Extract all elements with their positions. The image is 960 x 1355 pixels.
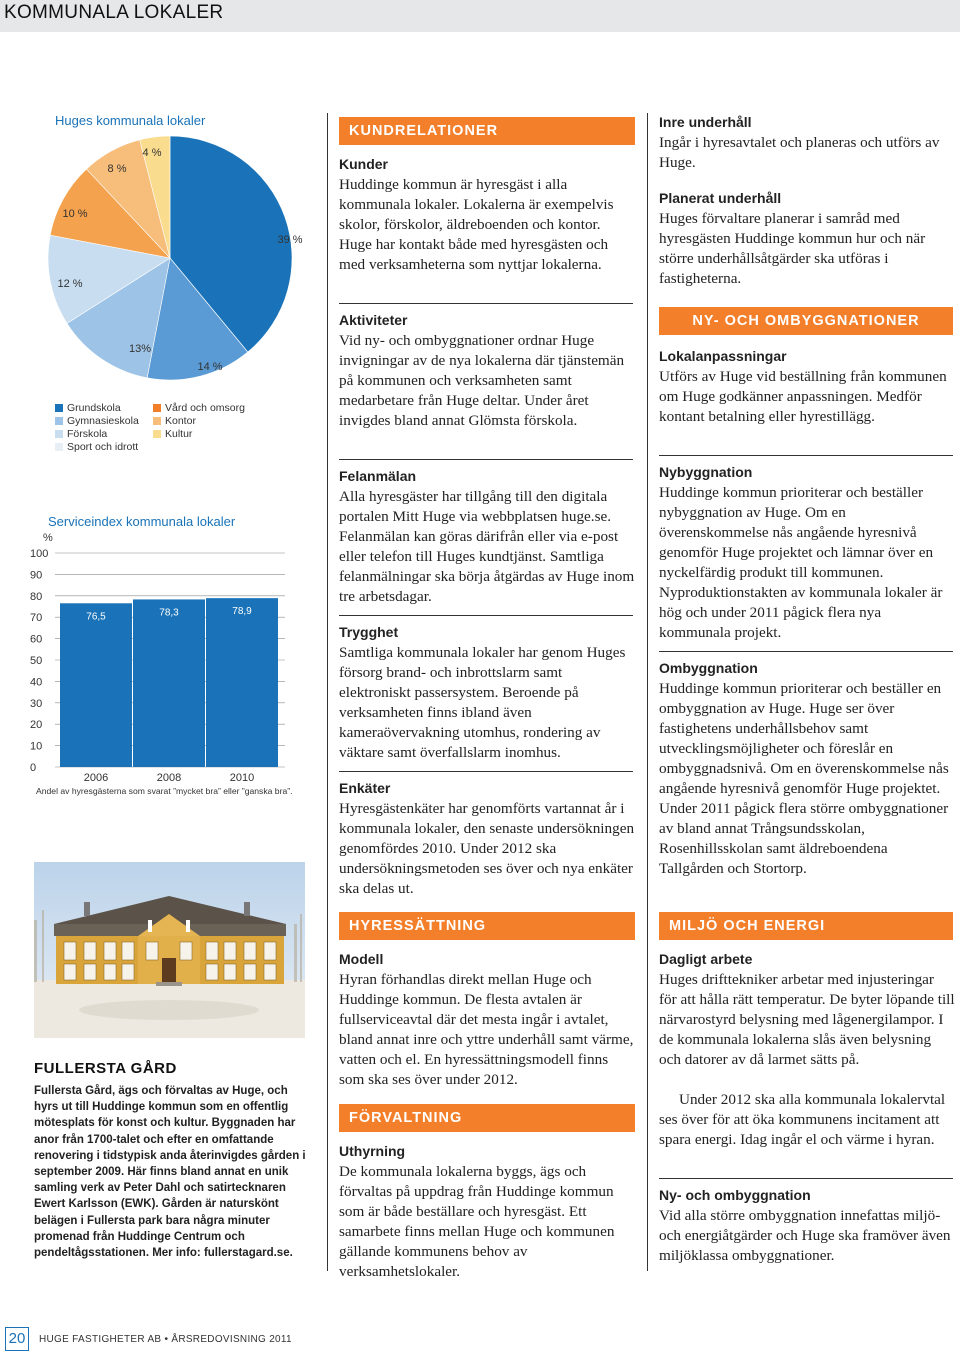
legend-item (55, 415, 139, 427)
section-rule (339, 771, 633, 772)
legend-swatch (153, 404, 161, 412)
pie-chart (30, 140, 310, 400)
section-rule (659, 651, 953, 652)
subheading-planerat-underhall: Planerat underhåll (659, 190, 782, 206)
subheading-kunder: Kunder (339, 156, 388, 172)
legend-swatch (55, 430, 63, 438)
legend-item (153, 402, 245, 414)
paragraph-ny-och-ombyggnation: Vid alla större ombyggnation innefattas miljö- och energiåtgärder och Huge ska framöver även miljöklassa ombyggnationer. (659, 1207, 951, 1264)
pie-slice-label: 10 % (62, 208, 88, 220)
bar (60, 603, 132, 767)
section-header-ny-och-ombyggnationer: NY- OCH OMBYGGNATIONER (659, 307, 953, 335)
photo-caption-heading: FULLERSTA GÅRD (34, 1060, 177, 1077)
y-tick-label: 40 (30, 676, 43, 689)
paragraph-uthyrning: De kommunala lokalerna byggs, ägs och förvaltas på uppdrag från Huddinge kommun som är både beställare och hyresgäst. Ett samarbete finns mellan Huge och kommunen gällande kommunens behov av verksamhetslokaler. (339, 1163, 615, 1280)
pie-slice-label: 12 % (57, 278, 83, 290)
pie-slice-label: 8 % (107, 163, 127, 175)
x-tick-label: 2008 (156, 772, 182, 784)
y-tick-label: 100 (30, 548, 49, 560)
y-tick-label: 10 (30, 740, 43, 753)
legend-label: Sport och idrott (67, 441, 139, 453)
pie-slice-label: 14 % (197, 361, 223, 373)
top-banner (0, 0, 960, 32)
bar (206, 598, 278, 767)
section-rule (339, 459, 633, 460)
legend-label: Gymnasieskola (67, 415, 139, 427)
section-rule (339, 303, 633, 304)
legend-swatch (55, 443, 63, 451)
subheading-inre-underhall: Inre underhåll (659, 114, 752, 130)
y-tick-label: 50 (30, 655, 43, 667)
section-header-miljo-och-energi: MILJÖ OCH ENERGI (659, 912, 953, 940)
subheading-enkater: Enkäter (339, 780, 391, 796)
y-axis-label: % (43, 532, 53, 544)
paragraph-ombyggnation: Huddinge kommun prioriterar och beställer en ombyggnation av Huge. Huge ser över fastighetens underhållsbehov samt utvecklingsmöjligheter och föreslår en ombyggnadsnivå. Om en överenskommelse nås angående hyresnivå genomför Huge projektet. Under 2011 pågick flera större ombyggnationer av bland annat Trångsundsskolan, Rosenhillsskolan samt äldreboendena Tallgården och Stortorp. (659, 680, 949, 877)
paragraph-enkater: Hyresgästenkäter har genomförts vartannat år i kommunala lokaler, den senaste undersökningen genomfördes 2010. Under 2012 ska undersökningsmetoden ses över och nya enkäter ska delas ut. (339, 800, 635, 897)
column-divider (647, 113, 648, 1271)
y-tick-label: 90 (30, 569, 43, 582)
legend-label: Kontor (165, 415, 196, 427)
page-title: KOMMUNALA LOKALER (4, 2, 224, 23)
legend-item (153, 415, 196, 427)
y-tick-label: 70 (30, 612, 43, 625)
bar-chart (30, 530, 300, 785)
paragraph-modell: Hyran förhandlas direkt mellan Huge och Huddinge kommun. De flesta avtalen är fullserviceavtal där det mesta ingår i avtalet, bland annat inre och yttre underhåll samt värme, vatten och el. En hyressättningsmodell finns som ska ses över under 2012. (339, 971, 634, 1088)
paragraph-planerat-underhall: Huges förvaltare planerar i samråd med hyresgästen Huddinge kommun hur och när större underhållsåtgärder ska utföras i fastigheterna. (659, 210, 926, 287)
paragraph-kunder: Huddinge kommun är hyresgäst i alla kommunala lokaler. Lokalerna är exempelvis skolor, förskolor, äldreboenden och kontor. Huge har kontakt både med hyresgästen och med verksamheterna som nyttjar lokalerna. (339, 176, 614, 273)
bar-chart-title: Serviceindex kommunala lokaler (48, 514, 236, 529)
legend-item (153, 428, 192, 440)
section-rule (339, 615, 633, 616)
chart-note: Andel av hyresgästerna som svarat ”mycket bra” eller ”ganska bra”. (36, 786, 293, 796)
x-tick-label: 2006 (83, 772, 109, 784)
subheading-lokalanpassningar: Lokalanpassningar (659, 348, 787, 364)
pie-slice-label: 13% (128, 343, 152, 355)
legend-swatch (55, 417, 63, 425)
subheading-dagligt-arbete: Dagligt arbete (659, 951, 753, 967)
paragraph-lokalanpassningar: Utförs av Huge vid beställning från kommunen om Huge godkänner anpassningen. Medför kontant betalning eller hyrestillägg. (659, 368, 947, 425)
legend-item (55, 441, 138, 453)
subheading-ombyggnation: Ombyggnation (659, 660, 758, 676)
paragraph-felanmalan: Alla hyresgäster har tillgång till den digitala portalen Mitt Huge via webbplatsen huge.se. Felanmälan kan göras därifrån eller via e-post eller telefon till Huges kundtjänst. Samtliga felanmälningar ska börja åtgärdas av Huge inom tre arbetsdagar. (339, 488, 635, 605)
photo-caption-body: Fullersta Gård, ägs och förvaltas av Huge, och hyrs ut till Huddinge kommun som en offentlig mötesplats för konst och kultur. Byggnaden har anor från 1700-talet och efter en omfattande renovering i tidstypisk anda återinvigdes gården i september 2009. Här finns bland annat en unik samling verk av Peter Dahl och satirtecknaren Ewert Karlsson (EWK). Gården är naturskönt belägen i Fullersta park bara några minuter promenad från Huddinge Centrum och pendeltågsstationen. Mer info: fullerstagard.se. (34, 1085, 306, 1260)
legend-swatch (153, 430, 161, 438)
legend-label: Kultur (165, 428, 193, 440)
subheading-modell: Modell (339, 951, 384, 967)
subheading-felanmalan: Felanmälan (339, 468, 417, 484)
paragraph-dagligt-arbete-2: Under 2012 ska alla kommunala lokalervtal ses över för att öka kommunens incitament att spara energi. Idag ingår el och värme i hyran. (659, 1091, 946, 1148)
column-divider (327, 113, 328, 1271)
pie-chart-title: Huges kommunala lokaler (55, 113, 206, 128)
bar-value-label: 76,5 (86, 611, 106, 623)
legend-item (55, 402, 121, 414)
subheading-ny-och-ombyggnation: Ny- och ombyggnation (659, 1187, 811, 1203)
page-number: 20 (8, 1330, 26, 1347)
x-tick-label: 2010 (229, 772, 255, 784)
section-header-kundrelationer: KUNDRELATIONER (339, 117, 635, 145)
section-rule (659, 1178, 953, 1179)
pie-slice-label: 39 % (277, 234, 303, 246)
section-header-hyressattning: HYRESSÄTTNING (339, 912, 635, 940)
legend-label: Grundskola (67, 402, 121, 414)
subheading-nybyggnation: Nybyggnation (659, 464, 753, 480)
subheading-uthyrning: Uthyrning (339, 1143, 406, 1159)
paragraph-dagligt-arbete: Huges drifttekniker arbetar med injusteringar för att hålla rätt temperatur. De byter löpande till närvarostyrd belysning med lågenergilampor. I de kommunala lokalerna slås även belysning och datorer av då larmet sätts på. (659, 971, 955, 1068)
paragraph-trygghet: Samtliga kommunala lokaler har genom Huges försorg brand- och inbrottslarm samt elektroniskt passersystem. Beroende på verksamheten finns ibland även kameraövervakning utomhus, rondering av väktare samt överfallslarm inomhus. (339, 644, 626, 761)
fullersta-gard-photo (34, 862, 305, 1038)
section-header-forvaltning: FÖRVALTNING (339, 1104, 635, 1132)
y-tick-label: 60 (30, 633, 43, 646)
legend-item (55, 428, 107, 440)
paragraph-nybyggnation: Huddinge kommun prioriterar och beställer nybyggnation av Huge. Om en överenskommelse nås angående hyresnivå genomför Huge projektet och lämnar över en nyckelfärdig produkt till kommunen. Nyproduktionstakten av kommunala lokaler är hög och under 2011 pågick flera nya kommunala projekt. (659, 484, 943, 641)
legend-swatch (55, 404, 63, 412)
y-tick-label: 20 (30, 719, 43, 732)
y-tick-label: 0 (30, 762, 37, 774)
legend-swatch (153, 417, 161, 425)
section-rule (659, 455, 953, 456)
y-tick-label: 80 (30, 590, 43, 603)
paragraph-inre-underhall: Ingår i hyresavtalet och planeras och utförs av Huge. (659, 134, 940, 171)
subheading-aktiviteter: Aktiviteter (339, 312, 408, 328)
bar-value-label: 78,3 (159, 607, 179, 619)
pie-slice-label: 4 % (142, 147, 162, 159)
paragraph-aktiviteter: Vid ny- och ombyggnationer ordnar Huge invigningar av de nya lokalerna där tjänstemän på kommunen och verksamheten samt medarbetare från Huge deltar. Under året invigdes bland annat Glömsta förskola. (339, 332, 625, 429)
footer-text: HUGE FASTIGHETER AB • ÅRSREDOVISNING 2011 (39, 1334, 292, 1345)
y-tick-label: 30 (30, 697, 43, 710)
legend-label: Vård och omsorg (165, 402, 245, 414)
bar-value-label: 78,9 (232, 606, 252, 618)
legend-label: Förskola (67, 428, 108, 440)
subheading-trygghet: Trygghet (339, 624, 399, 640)
bar (133, 599, 205, 767)
